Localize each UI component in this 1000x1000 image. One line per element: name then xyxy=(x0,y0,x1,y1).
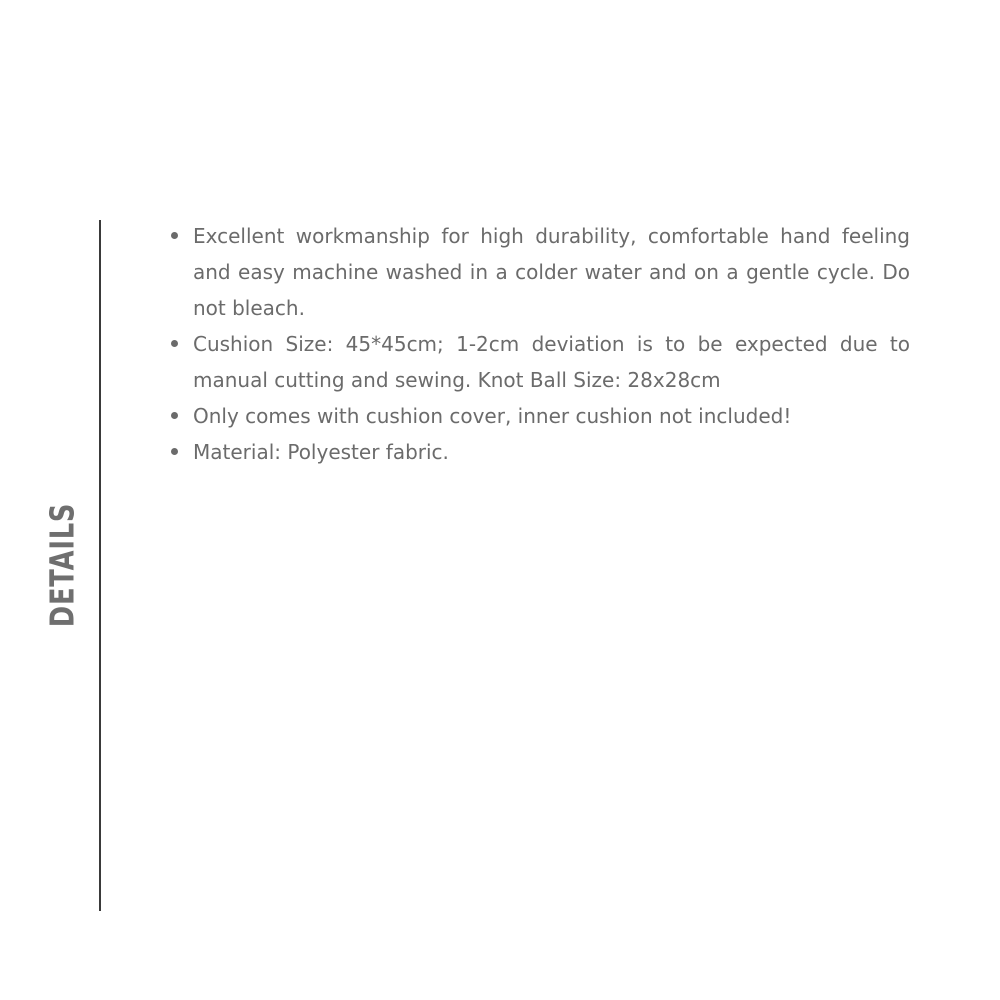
vertical-divider xyxy=(99,220,101,911)
details-section-label: DETAILS xyxy=(42,502,82,628)
list-item-text: Only comes with cushion cover, inner cushion not included! xyxy=(193,404,792,428)
bullet-icon xyxy=(171,412,178,419)
list-item xyxy=(193,218,910,326)
list-item xyxy=(193,326,910,398)
list-item xyxy=(193,398,910,434)
list-item xyxy=(193,434,910,470)
list-item-text: Material: Polyester fabric. xyxy=(193,440,449,464)
bullet-icon xyxy=(171,340,178,347)
list-item-text: Excellent workmanship for high durability, comfortable hand feeling and easy machine washed in a colder water and on a gentle cycle. Do not bleach. xyxy=(193,224,910,320)
bullet-icon xyxy=(171,448,178,455)
list-item-text: Cushion Size: 45*45cm; 1-2cm deviation is to be expected due to manual cutting and sewing. Knot Ball Size: 28x28cm xyxy=(193,332,910,392)
details-bullet-list xyxy=(193,218,910,470)
bullet-icon xyxy=(171,232,178,239)
